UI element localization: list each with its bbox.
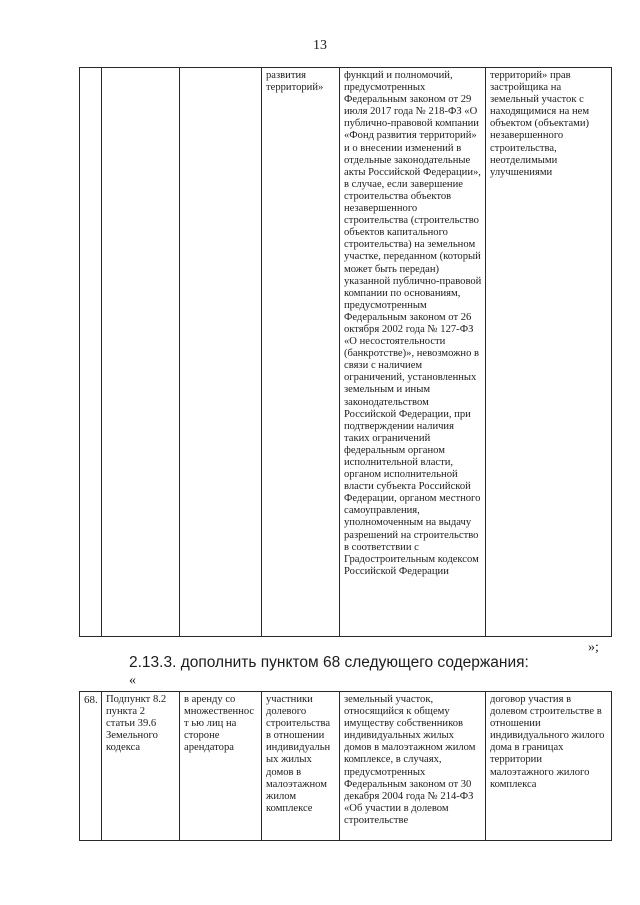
page-number: 13 <box>313 38 327 53</box>
recipient-cell: развития территорий» <box>262 68 340 637</box>
row-number-cell: 68. <box>80 692 102 841</box>
table-row <box>80 692 612 841</box>
legal-basis-cell: Подпункт 8.2 пункта 2 статьи 39.6 Земельного кодекса <box>102 692 180 841</box>
table-row <box>80 68 612 637</box>
provision-type-cell: в аренду со множественност ью лиц на стороне арендатора <box>180 692 262 841</box>
land-provision-table-item-68 <box>79 691 612 841</box>
land-plot-cell: земельный участок, относящийся к общему имуществу собственников индивидуальных жилых домов в малоэтажном жилом комплексе, в случаях, предусмотренных Федеральным законом от 30 декабря 2004 года № 214-ФЗ «Об участии в долевом строительстве <box>340 692 486 841</box>
land-provision-table-continued <box>79 67 612 637</box>
legal-basis-cell <box>102 68 180 637</box>
documents-cell: территорий» прав застройщика на земельный участок с находящимися на нем объектом (объектами) незавершенного строительства, неотделимыми улучшениями <box>486 68 612 637</box>
closing-quote-mark: »; <box>588 640 599 655</box>
row-number-cell <box>80 68 102 637</box>
land-plot-cell: функций и полномочий, предусмотренных Федеральным законом от 29 июля 2017 года № 218-ФЗ «О публично-правовой компании «Фонд развития территорий» и о внесении изменений в отдельные законодательные акты Российской Федерации», в случае, если завершение строительства объектов незавершенного строительства (строительство объектов капитального строительства) на земельном участке, переданном (который может быть передан) указанной публично-правовой компании по основаниям, предусмотренным Федеральным законом от 26 октября 2002 года № 127-ФЗ «О несостоятельности (банкротстве)», невозможно в связи с наличием ограничений, установленных земельным и иным законодательством Российской Федерации, при подтверждении наличия таких ограничений федеральным органом исполнительной власти, органом исполнительной власти субъекта Российской Федерации, органом местного самоуправления, уполномоченным на выдачу разрешений на строительство в соответствии с Градостроительным кодексом Российской Федерации <box>340 68 486 637</box>
opening-quote-mark: « <box>129 673 136 688</box>
recipient-cell: участники долевого строительства в отношении индивидуальн ых жилых домов в малоэтажном жилом комплексе <box>262 692 340 841</box>
documents-cell: договор участия в долевом строительстве в отношении индивидуального жилого дома в границах территории малоэтажного жилого комплекса <box>486 692 612 841</box>
provision-type-cell <box>180 68 262 637</box>
amendment-heading: 2.13.3. дополнить пунктом 68 следующего содержания: <box>129 654 529 671</box>
